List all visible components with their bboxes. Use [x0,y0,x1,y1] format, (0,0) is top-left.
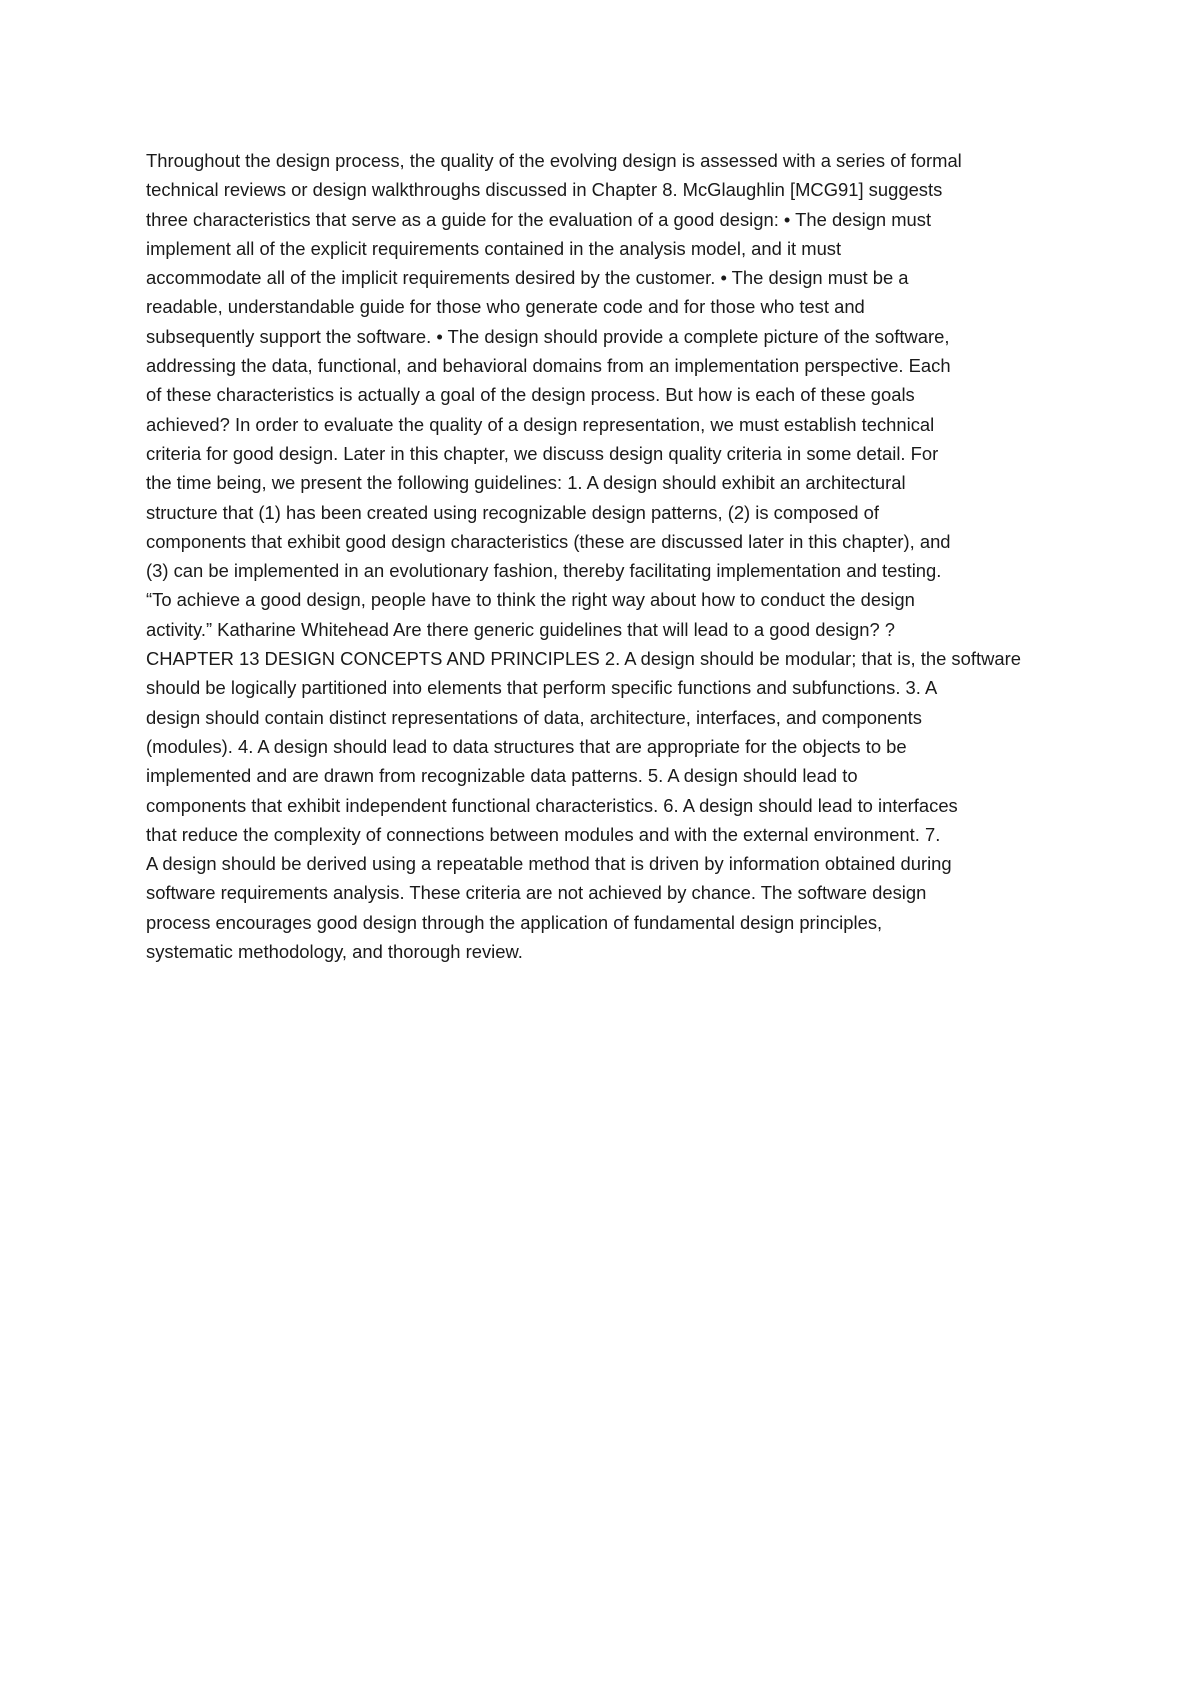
text-line: design should contain distinct representations of data, architecture, interfaces, and components [146,706,922,728]
text-line: A design should be derived using a repeatable method that is driven by information obtained during [146,853,952,875]
body-paragraph [146,146,1066,966]
text-line: Throughout the design process, the quality of the evolving design is assessed with a series of formal [146,150,962,171]
text-line: (modules). 4. A design should lead to data structures that are appropriate for the objects to be [146,735,907,757]
text-line: CHAPTER 13 DESIGN CONCEPTS AND PRINCIPLES 2. A design should be modular; that is, the software [146,648,1021,670]
text-line: criteria for good design. Later in this chapter, we discuss design quality criteria in some detail. For [146,442,939,464]
text-line: “To achieve a good design, people have to think the right way about how to conduct the design [146,589,915,611]
text-line: should be logically partitioned into elements that perform specific functions and subfunctions. 3. A [146,677,938,699]
text-line: addressing the data, functional, and behavioral domains from an implementation perspective. Each [146,355,951,377]
text-line: implement all of the explicit requirements contained in the analysis model, and it must [146,237,842,259]
text-line: of these characteristics is actually a goal of the design process. But how is each of these goals [146,384,915,406]
text-line: process encourages good design through the application of fundamental design principles, [146,911,883,933]
text-line: achieved? In order to evaluate the quality of a design representation, we must establish technical [146,413,935,435]
text-line: accommodate all of the implicit requirements desired by the customer. • The design must be a [146,267,909,289]
text-line: subsequently support the software. • The design should provide a complete picture of the software, [146,325,950,347]
text-line: the time being, we present the following guidelines: 1. A design should exhibit an architectural [146,472,906,494]
text-line: components that exhibit independent functional characteristics. 6. A design should lead to interfaces [146,794,958,816]
text-line: that reduce the complexity of connections between modules and with the external environment. 7. [146,823,941,845]
text-line: three characteristics that serve as a guide for the evaluation of a good design: • The design must [146,208,932,230]
text-line: software requirements analysis. These criteria are not achieved by chance. The software design [146,882,927,904]
text-line: systematic methodology, and thorough review. [146,941,523,963]
text-line: structure that (1) has been created using recognizable design patterns, (2) is composed of [146,501,879,523]
text-line: technical reviews or design walkthroughs discussed in Chapter 8. McGlaughlin [MCG91] suggests [146,179,943,201]
text-line: readable, understandable guide for those who generate code and for those who test and [146,296,865,318]
text-line: implemented and are drawn from recognizable data patterns. 5. A design should lead to [146,765,858,787]
text-line: activity.” Katharine Whitehead Are there generic guidelines that will lead to a good design? ? [146,618,896,640]
text-line: (3) can be implemented in an evolutionary fashion, thereby facilitating implementation and testing. [146,560,942,582]
text-line: components that exhibit good design characteristics (these are discussed later in this chapter), and [146,530,951,552]
